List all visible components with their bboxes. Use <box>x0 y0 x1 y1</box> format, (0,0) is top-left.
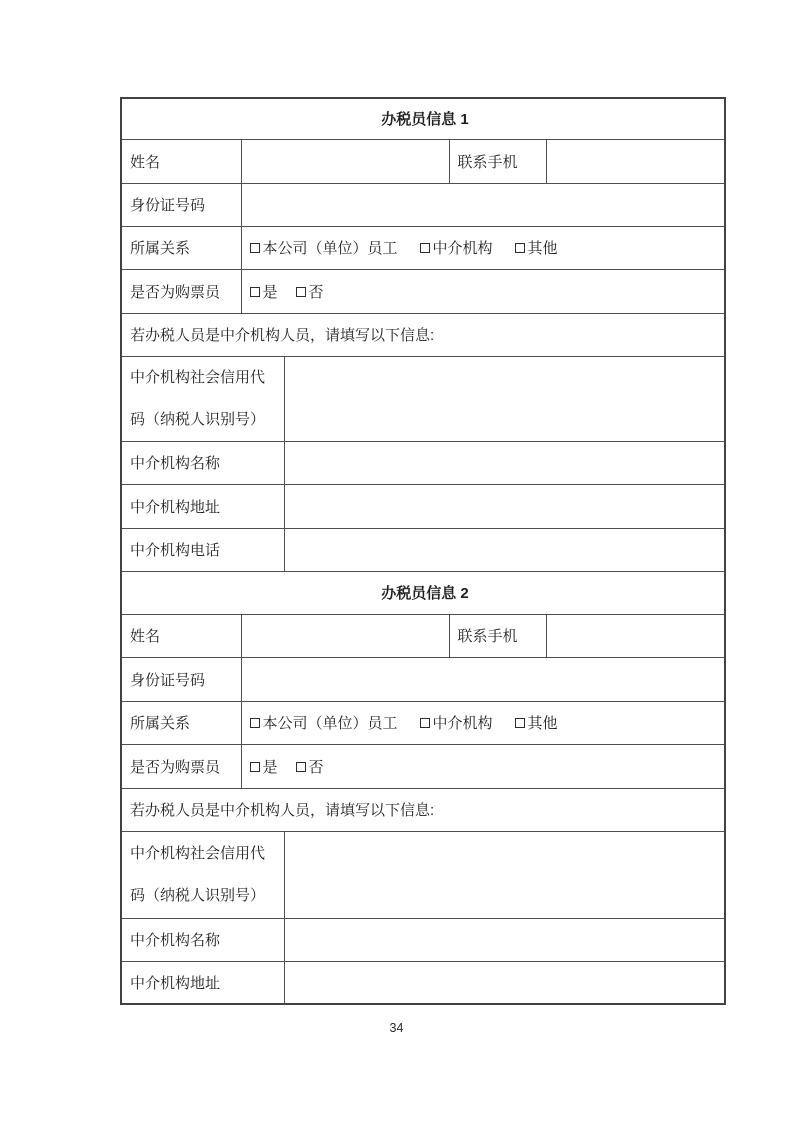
mobile-input-cell[interactable] <box>546 614 725 657</box>
option-label: 是 <box>262 758 278 776</box>
mobile-label: 联系手机 <box>449 614 546 657</box>
agency-code-input-cell[interactable] <box>284 356 725 441</box>
option-label: 中介机构 <box>432 715 493 732</box>
ticket-buyer-label: 是否为购票员 <box>121 744 241 788</box>
relation-option <box>420 240 493 257</box>
option-label: 其他 <box>527 715 558 732</box>
checkbox-unchecked-icon[interactable] <box>515 243 525 253</box>
checkbox-unchecked-icon[interactable] <box>250 718 260 728</box>
agency-address-input-cell[interactable] <box>284 961 725 1004</box>
option-label: 是 <box>262 283 278 301</box>
relation-label: 所属关系 <box>121 226 241 269</box>
name-input-cell[interactable] <box>241 139 449 183</box>
option-label: 本公司（单位）员工 <box>262 715 398 732</box>
agency-address-label: 中介机构地址 <box>121 484 284 528</box>
tax-officer-form-table <box>120 97 726 1005</box>
section-1-title: 办税员信息 1 <box>121 98 725 139</box>
page-number: 34 <box>389 1021 404 1035</box>
checkbox-unchecked-icon[interactable] <box>296 762 306 772</box>
checkbox-unchecked-icon[interactable] <box>250 287 260 297</box>
relation-option <box>515 715 558 732</box>
relation-option <box>250 240 398 257</box>
agency-note: 若办税人员是中介机构人员，请填写以下信息: <box>121 313 725 356</box>
ticket-buyer-option <box>296 284 324 301</box>
option-label: 本公司（单位）员工 <box>262 240 398 257</box>
name-input-cell[interactable] <box>241 614 449 657</box>
relation-label: 所属关系 <box>121 701 241 744</box>
option-label: 否 <box>308 758 324 776</box>
relation-option <box>250 715 398 732</box>
name-label: 姓名 <box>121 139 241 183</box>
checkbox-unchecked-icon[interactable] <box>420 718 430 728</box>
agency-name-label: 中介机构名称 <box>121 918 284 961</box>
checkbox-unchecked-icon[interactable] <box>250 762 260 772</box>
agency-code-label: 中介机构社会信用代 码（纳税人识别号） <box>121 831 284 918</box>
id-number-input-cell[interactable] <box>241 183 725 226</box>
agency-name-input-cell[interactable] <box>284 441 725 484</box>
agency-code-input-cell[interactable] <box>284 831 725 918</box>
checkbox-unchecked-icon[interactable] <box>515 718 525 728</box>
ticket-buyer-option <box>250 284 278 301</box>
id-number-label: 身份证号码 <box>121 657 241 701</box>
checkbox-unchecked-icon[interactable] <box>420 243 430 253</box>
ticket-buyer-label: 是否为购票员 <box>121 269 241 313</box>
section-2-title: 办税员信息 2 <box>121 571 725 614</box>
agency-code-label: 中介机构社会信用代 码（纳税人识别号） <box>121 356 284 441</box>
ticket-buyer-options-cell <box>241 269 725 313</box>
checkbox-unchecked-icon[interactable] <box>250 243 260 253</box>
agency-address-label: 中介机构地址 <box>121 961 284 1004</box>
ticket-buyer-option <box>250 759 278 776</box>
option-label: 否 <box>308 283 324 301</box>
mobile-label: 联系手机 <box>449 139 546 183</box>
agency-name-input-cell[interactable] <box>284 918 725 961</box>
name-label: 姓名 <box>121 614 241 657</box>
option-label: 其他 <box>527 240 558 257</box>
relation-option <box>515 240 558 257</box>
id-number-input-cell[interactable] <box>241 657 725 701</box>
id-number-label: 身份证号码 <box>121 183 241 226</box>
relation-options-cell <box>241 701 725 744</box>
agency-phone-label: 中介机构电话 <box>121 528 284 571</box>
agency-phone-input-cell[interactable] <box>284 528 725 571</box>
checkbox-unchecked-icon[interactable] <box>296 287 306 297</box>
mobile-input-cell[interactable] <box>546 139 725 183</box>
relation-options-cell <box>241 226 725 269</box>
agency-note: 若办税人员是中介机构人员，请填写以下信息: <box>121 788 725 831</box>
relation-option <box>420 715 493 732</box>
agency-address-input-cell[interactable] <box>284 484 725 528</box>
ticket-buyer-options-cell <box>241 744 725 788</box>
ticket-buyer-option <box>296 759 324 776</box>
option-label: 中介机构 <box>432 240 493 257</box>
agency-name-label: 中介机构名称 <box>121 441 284 484</box>
